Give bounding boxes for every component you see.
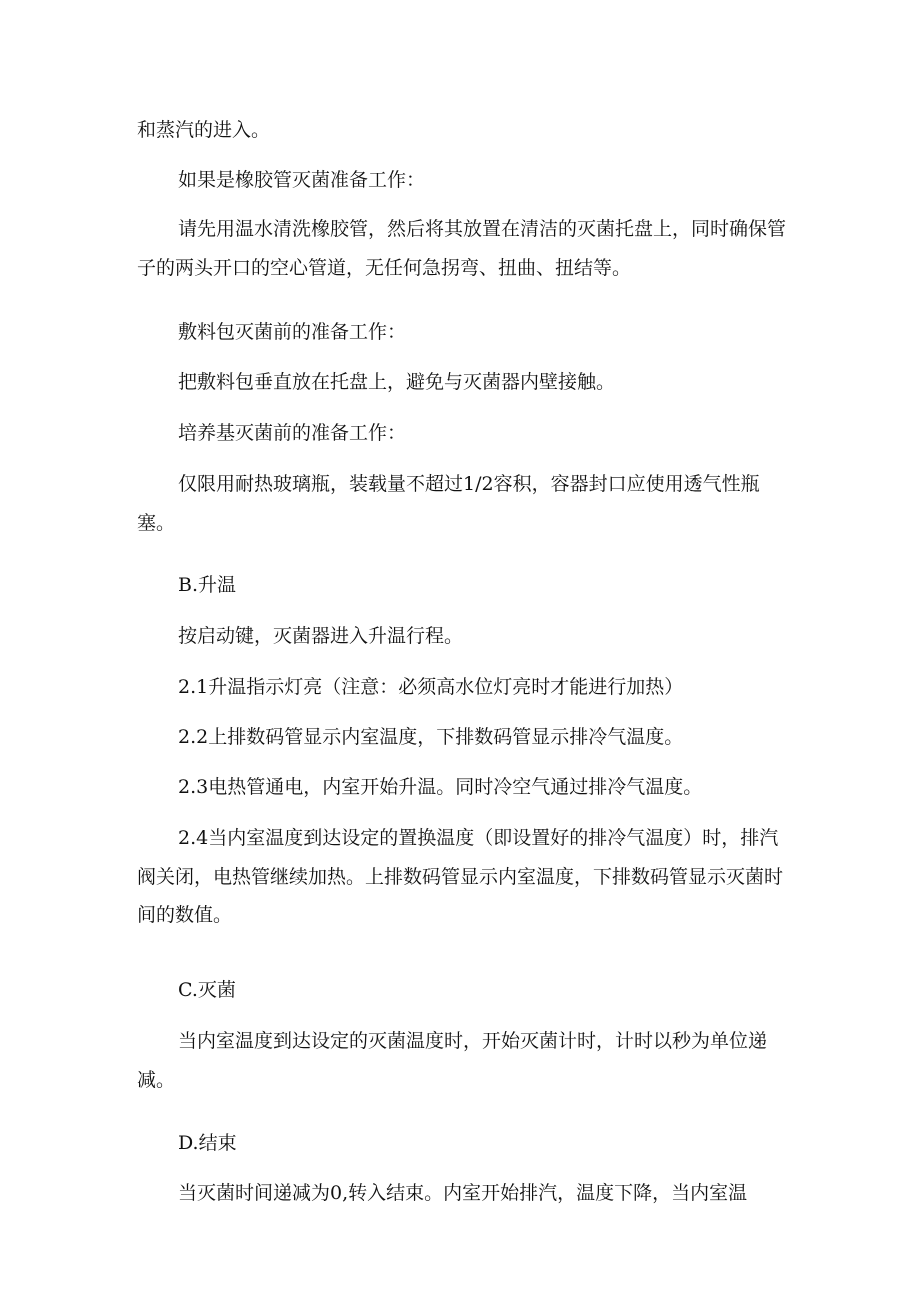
paragraph-start-key: 按启动键，灭菌器进入升温行程。: [178, 625, 464, 647]
paragraph-medium-instructions: 仅限用耐热玻璃瓶，装载量不超过1/2容积，容器封口应使用透气性瓶塞。: [137, 473, 760, 534]
paragraph-continuation: 和蒸汽的进入。: [137, 119, 271, 141]
paragraph-step-2-2: 2.2上排数码管显示内室温度，下排数码管显示排冷气温度。: [178, 726, 684, 748]
paragraph-rubber-tube-heading: 如果是橡胶管灭菌准备工作：: [178, 169, 426, 191]
paragraph-step-2-1: 2.1升温指示灯亮（注意：必须高水位灯亮时才能进行加热）: [178, 676, 684, 698]
paragraph-end-process: 当灭菌时间递减为0,转入结束。内室开始排汽，温度下降，当内室温: [178, 1182, 748, 1204]
section-heading-end: D.结束: [178, 1132, 237, 1154]
section-heading-heating: B.升温: [178, 574, 237, 596]
paragraph-sterilize-timing: 当内室温度到达设定的灭菌温度时，开始灭菌计时，计时以秒为单位递减。: [137, 1030, 768, 1091]
paragraph-medium-heading: 培养基灭菌前的准备工作：: [178, 422, 407, 444]
paragraph-dressing-instructions: 把敷料包垂直放在托盘上，避免与灭菌器内壁接触。: [178, 371, 616, 393]
paragraph-step-2-3: 2.3电热管通电，内室开始升温。同时冷空气通过排冷气温度。: [178, 776, 703, 798]
section-heading-sterilize: C.灭菌: [178, 979, 236, 1001]
paragraph-rubber-tube-instructions: 请先用温水清洗橡胶管，然后将其放置在清洁的灭菌托盘上，同时确保管子的两头开口的空心管道，无任何急拐弯、扭曲、扭结等。: [137, 218, 787, 279]
paragraph-step-2-4: 2.4当内室温度到达设定的置换温度（即设置好的排冷气温度）时，排汽阀关闭，电热管继续加热。上排数码管显示内室温度，下排数码管显示灭菌时间的数值。: [137, 827, 784, 926]
paragraph-dressing-heading: 敷料包灭菌前的准备工作：: [178, 321, 407, 343]
